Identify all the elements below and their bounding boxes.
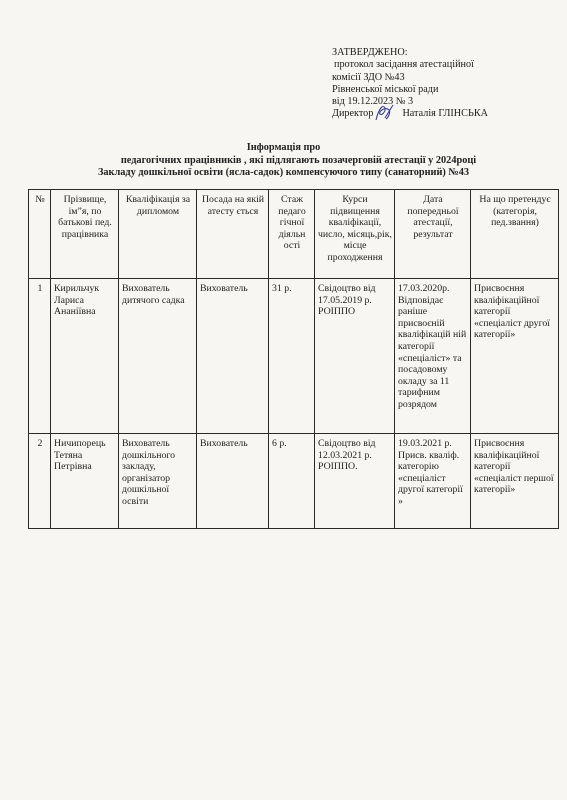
col-claim: На що претендує (категорія, пед.звання) — [471, 190, 559, 279]
cell-claim: Присвоєння кваліфікаційної категорії «спеціаліст другої категорії» — [471, 279, 559, 434]
handwritten-signature — [373, 102, 395, 124]
cell-full-name: Ничипорець Тетяна Петрівна — [51, 434, 119, 529]
cell-number: 1 — [29, 279, 51, 434]
table-header-row — [29, 190, 559, 279]
attestation-table — [28, 189, 559, 529]
approval-stamp — [332, 47, 488, 121]
director-name: Наталія ГЛІНСЬКА — [402, 108, 488, 120]
col-courses: Курси підвищення кваліфікації, число, місяць,рік, місце проходження — [315, 190, 395, 279]
cell-experience: 6 р. — [269, 434, 315, 529]
cell-courses: Свідоцтво від 12.03.2021 р. РОІППО. — [315, 434, 395, 529]
col-qualification: Кваліфікація за дипломом — [119, 190, 197, 279]
cell-number: 2 — [29, 434, 51, 529]
cell-claim: Присвоєння кваліфікаційної категорії «спеціаліст першої категорії» — [471, 434, 559, 529]
heading-line-2: педагогічних працівників , які підлягають позачерговій атестації у 2024році — [120, 154, 477, 166]
cell-qualification: Вихователь дошкільного закладу, організатор дошкільної освіти — [119, 434, 197, 529]
document-heading — [0, 142, 567, 180]
director-label: Директор — [332, 108, 374, 120]
cell-qualification: Вихователь дитячого садка — [119, 279, 197, 434]
col-position: Посада на якій атесту ється — [197, 190, 269, 279]
col-experience: Стаж педаго гічної діяльн ості — [269, 190, 315, 279]
col-number: № — [29, 190, 51, 279]
cell-position: Вихователь — [197, 434, 269, 529]
table-row — [29, 434, 559, 529]
col-full-name: Прізвище, ім”я, по батькові пед. працівника — [51, 190, 119, 279]
approval-commission: комісії ЗДО №43 — [332, 71, 405, 83]
heading-line-3: Закладу дошкільної освіти (ясла-садок) компенсуючого типу (санаторний) №43 — [97, 167, 470, 178]
table-row — [29, 279, 559, 434]
approval-title: ЗАТВЕРДЖЕНО: — [332, 47, 408, 58]
col-prev-attestation: Дата попередньої атестації, результат — [395, 190, 471, 279]
cell-courses: Свідоцтво від 17.05.2019 р. РОІППО — [315, 279, 395, 434]
cell-prev-attestation: 17.03.2020р. Відповідає раніше присвоєній кваліфікацій ній категорії «спеціаліст» та посадовому окладу за 11 тарифним розрядом — [395, 279, 471, 434]
cell-full-name: Кирильчук Лариса Ананіївна — [51, 279, 119, 434]
director-line — [332, 108, 488, 120]
cell-position: Вихователь — [197, 279, 269, 434]
approval-protocol: протокол засідання атестаційної — [334, 59, 474, 71]
cell-experience: 31 р. — [269, 279, 315, 434]
approval-date: від 19.12.2023 № 3 — [332, 96, 414, 108]
heading-line-1: Інформація про — [246, 142, 321, 153]
cell-prev-attestation: 19.03.2021 р. Присв. кваліф. категорію «спеціаліст другої категорії » — [395, 434, 471, 529]
approval-council: Рівненської міської ради — [332, 83, 439, 95]
